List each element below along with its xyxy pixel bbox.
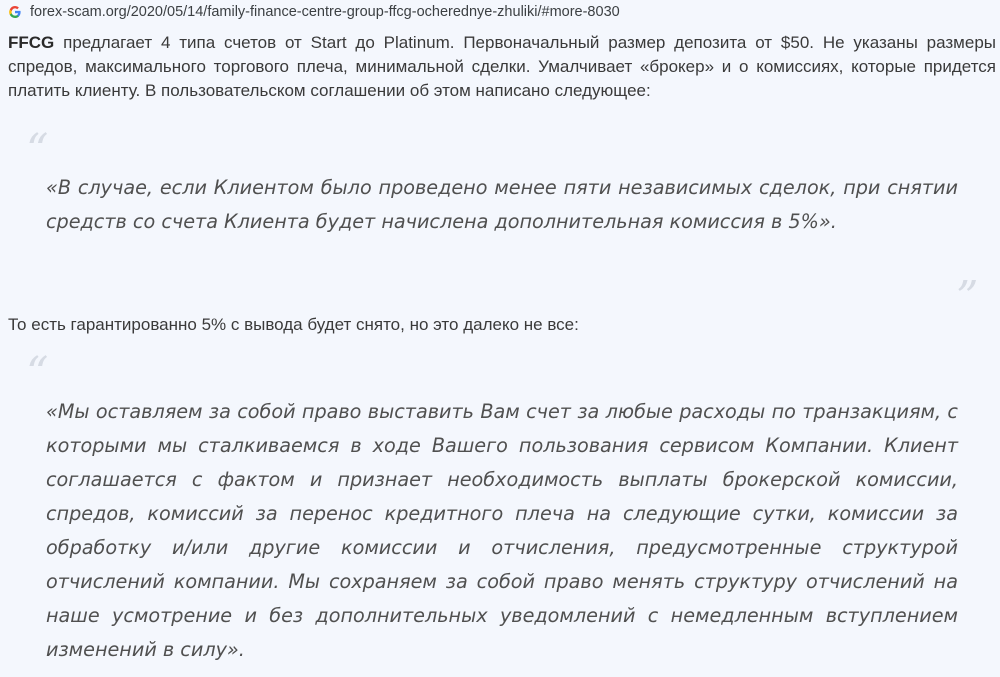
intro-paragraph-text: предлагает 4 типа счетов от Start до Platinum. Первоначальный размер депозита от $50. Не указаны размеры спредов, максимального торгового плеча, минимальной сделки. Умалчивает «брокер» и о комиссиях, которые придется платить клиенту. В пользовательском соглашении об этом написано следующее:: [8, 33, 996, 100]
intro-paragraph: [8, 31, 996, 103]
google-g-icon: [7, 4, 23, 20]
open-quote-icon: “: [26, 348, 49, 399]
brand-name: FFCG: [8, 33, 55, 52]
blockquote-fees: «Мы оставляем за собой право выставить Вам счет за любые расходы по транзакциям, с которыми мы сталкиваемся в ходе Вашего пользования сервисом Компании. Клиент соглашается с фактом и признает необходимость выплаты брокерской комиссии, спредов, комиссий за перенос кредитного плеча на следующие сутки, комиссии за обработку и/или другие комиссии и отчисления, предусмотренные структурой отчислений компании. Мы сохраняем за собой право менять структуру отчислений на наше усмотрение и без дополнительных уведомлений с немедленным вступлением изменений в силу».: [46, 400, 958, 661]
close-quote-icon: ”: [956, 272, 979, 323]
followup-paragraph: То есть гарантированно 5% с вывода будет снято, но это далеко не все:: [8, 315, 579, 334]
blockquote-commission: «В случае, если Клиентом было проведено менее пяти независимых сделок, при снятии средств со счета Клиента будет начислена дополнительная комиссия в 5%».: [46, 176, 958, 233]
open-quote-icon: “: [26, 125, 49, 176]
url-bar[interactable]: [0, 0, 1000, 24]
url-text[interactable]: forex-scam.org/2020/05/14/family-finance-centre-group-ffcg-ocherednye-zhuliki/#more-8030: [30, 4, 620, 20]
